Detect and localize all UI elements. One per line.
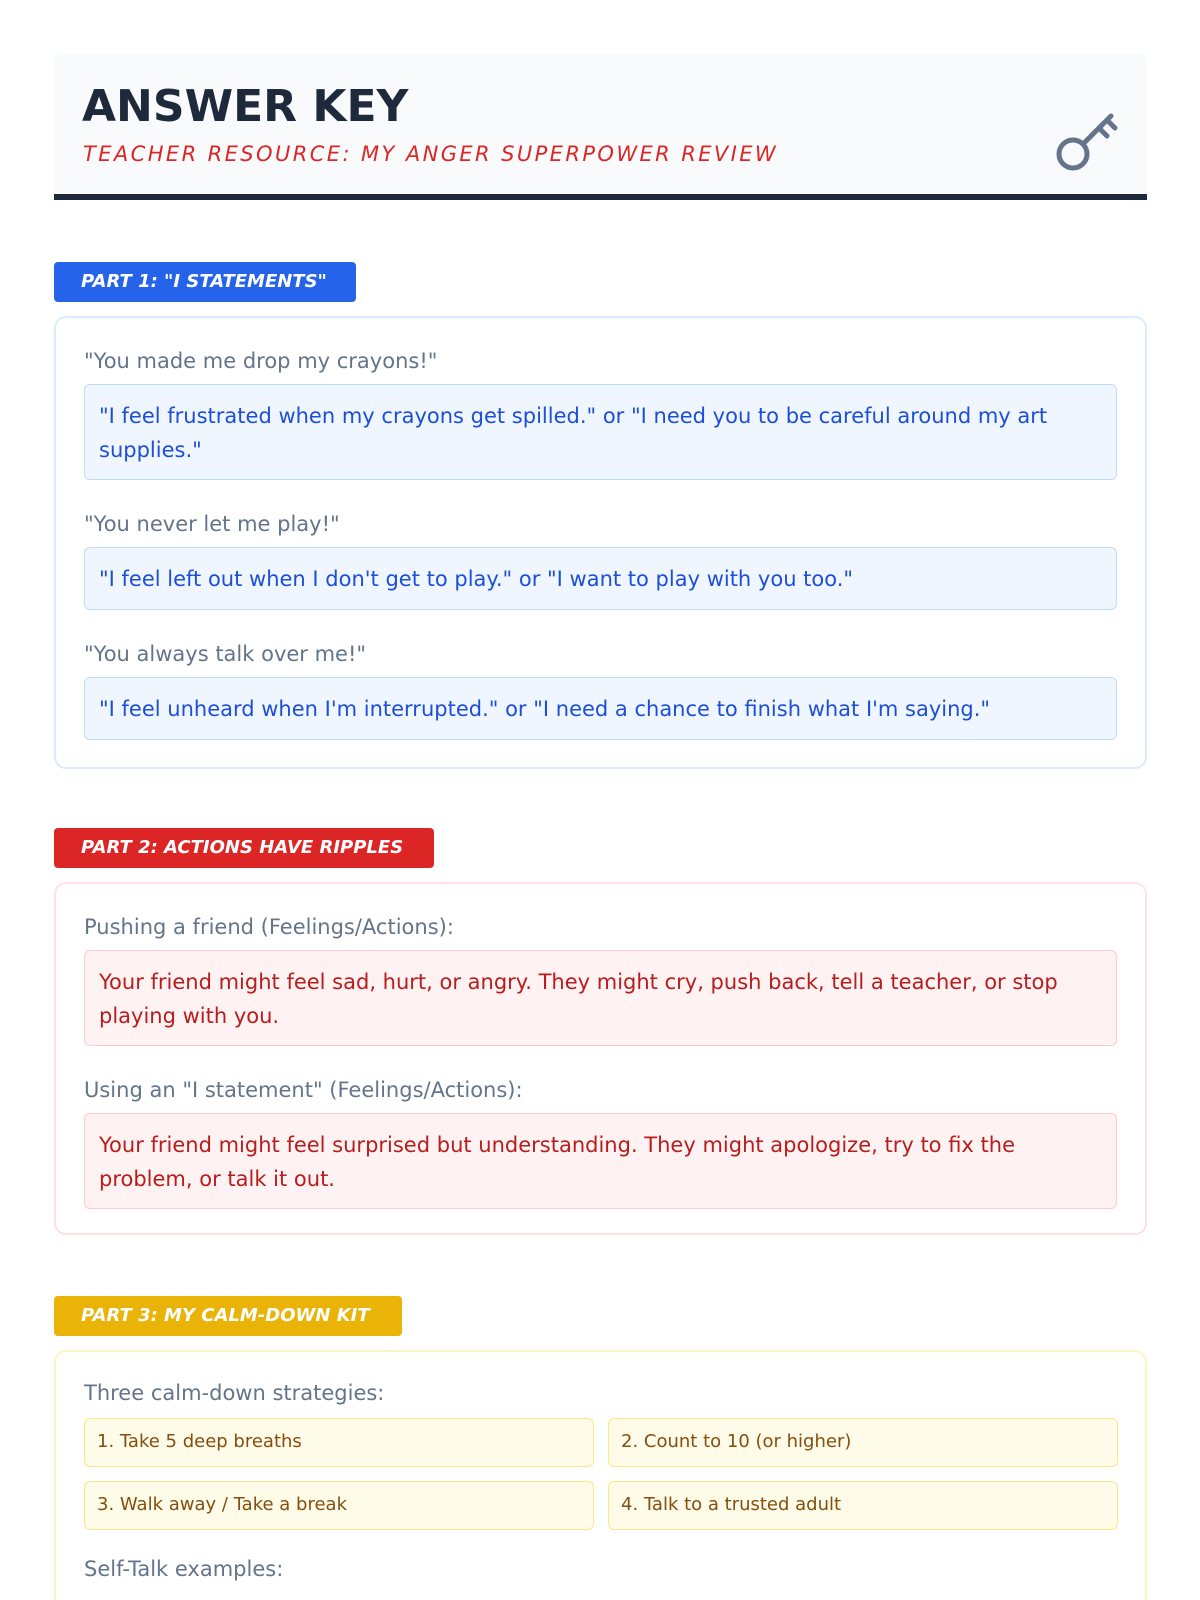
strategy-item-2: 2. Count to 10 (or higher) bbox=[608, 1418, 1118, 1467]
part3-selftalk-label: Self-Talk examples: bbox=[84, 1557, 284, 1581]
part1-tag: PART 1: "I STATEMENTS" bbox=[54, 262, 356, 302]
part3-card bbox=[54, 1350, 1147, 1600]
header bbox=[54, 54, 1147, 200]
part3-tag: PART 3: MY CALM-DOWN KIT bbox=[54, 1296, 402, 1336]
strategy-item-1: 1. Take 5 deep breaths bbox=[84, 1418, 594, 1467]
part2-prompt-1: Pushing a friend (Feelings/Actions): bbox=[84, 915, 454, 939]
strategy-item-4: 4. Talk to a trusted adult bbox=[608, 1481, 1118, 1530]
part1-prompt-2: "You never let me play!" bbox=[84, 512, 340, 536]
answer-key-page bbox=[54, 54, 1147, 1581]
part2-card bbox=[54, 882, 1147, 1235]
part2-answer-2: Your friend might feel surprised but understanding. They might apologize, try to fix the problem, or talk it out. bbox=[84, 1113, 1117, 1209]
part2-answer-1: Your friend might feel sad, hurt, or angry. They might cry, push back, tell a teacher, or stop playing with you. bbox=[84, 950, 1117, 1046]
part1-answer-3: "I feel unheard when I'm interrupted." or "I need a chance to finish what I'm saying." bbox=[84, 677, 1117, 740]
part3-strategies-label: Three calm-down strategies: bbox=[84, 1381, 385, 1405]
page-subtitle: TEACHER RESOURCE: MY ANGER SUPERPOWER REVIEW bbox=[83, 142, 779, 166]
part1-prompt-1: "You made me drop my crayons!" bbox=[84, 349, 438, 373]
part2-tag: PART 2: ACTIONS HAVE RIPPLES bbox=[54, 828, 434, 868]
key-icon bbox=[1053, 104, 1123, 174]
part1-prompt-3: "You always talk over me!" bbox=[84, 642, 367, 666]
part1-answer-2: "I feel left out when I don't get to play." or "I want to play with you too." bbox=[84, 547, 1117, 610]
part1-card bbox=[54, 316, 1147, 769]
page-title: ANSWER KEY bbox=[82, 81, 409, 132]
part1-answer-1: "I feel frustrated when my crayons get spilled." or "I need you to be careful around my art supplies." bbox=[84, 384, 1117, 480]
strategy-item-3: 3. Walk away / Take a break bbox=[84, 1481, 594, 1530]
part2-prompt-2: Using an "I statement" (Feelings/Actions): bbox=[84, 1078, 523, 1102]
